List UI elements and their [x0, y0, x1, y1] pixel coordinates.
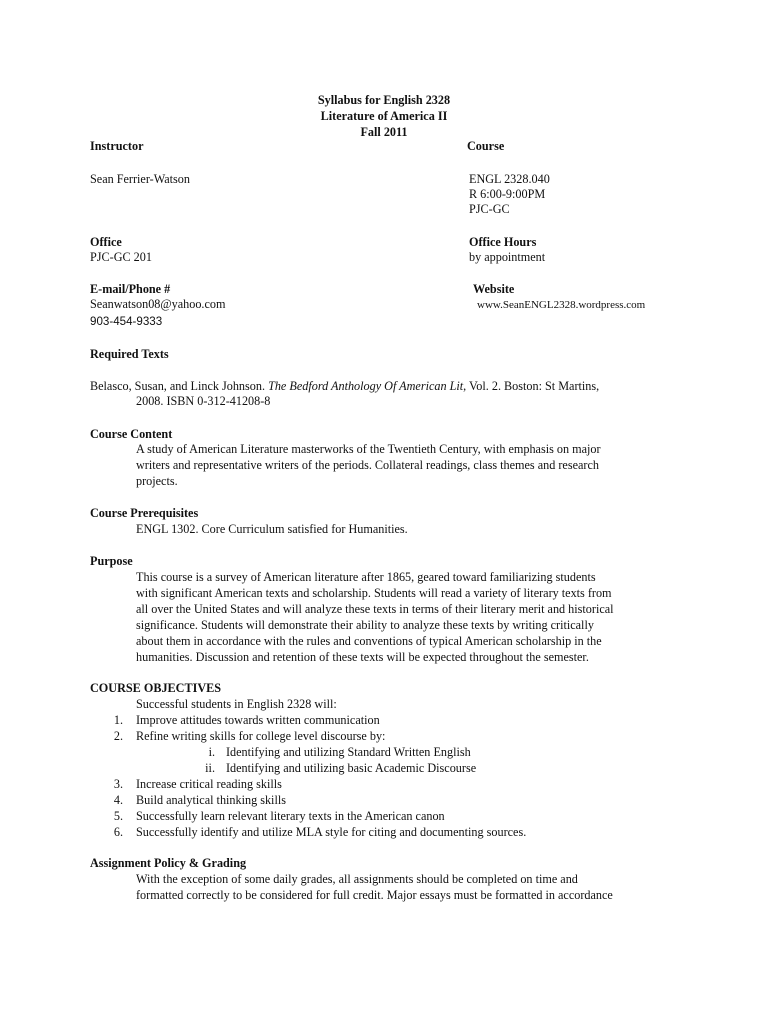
- course-time: R 6:00-9:00PM: [469, 187, 546, 201]
- course-content-heading: Course Content: [90, 427, 173, 441]
- purpose-line: about them in accordance with the rules and conventions of typical American scholarship in the: [136, 634, 602, 648]
- citation-publisher: , Vol. 2. Boston: St Martins,: [463, 379, 600, 393]
- objectives-intro: Successful students in English 2328 will:: [136, 697, 337, 711]
- grading-line: With the exception of some daily grades, all assignments should be completed on time and: [136, 872, 578, 886]
- sub-objective-number: ii.: [205, 761, 215, 775]
- contact-heading: E-mail/Phone #: [90, 282, 171, 296]
- purpose-heading: Purpose: [90, 554, 133, 568]
- purpose-line: with significant American texts and scholarship. Students will read a variety of literary texts from: [136, 586, 612, 600]
- office-heading: Office: [90, 235, 122, 249]
- course-content-line: A study of American Literature masterworks of the Twentieth Century, with emphasis on major: [136, 442, 601, 456]
- objective-item: Successfully identify and utilize MLA style for citing and documenting sources.: [136, 825, 527, 839]
- objective-number: 4.: [113, 793, 123, 807]
- citation-authors: Belasco, Susan, and Linck Johnson.: [90, 379, 269, 393]
- objective-number: 3.: [113, 777, 123, 791]
- prerequisites-heading: Course Prerequisites: [90, 506, 199, 520]
- objectives-heading: COURSE OBJECTIVES: [90, 681, 222, 695]
- syllabus-title: Syllabus for English 2328: [317, 93, 451, 107]
- course-number: ENGL 2328.040: [469, 172, 550, 186]
- objective-number: 6.: [113, 825, 123, 839]
- sub-objective-item: Identifying and utilizing Standard Written English: [226, 745, 471, 759]
- course-content-line: writers and representative writers of the periods. Collateral readings, class themes and research: [136, 458, 599, 472]
- objective-item: Increase critical reading skills: [136, 777, 282, 791]
- objective-item: Refine writing skills for college level discourse by:: [136, 729, 386, 743]
- objective-number: 1.: [113, 713, 123, 727]
- sub-objective-number: i.: [208, 745, 215, 759]
- course-content-line: projects.: [136, 474, 178, 488]
- citation: [90, 378, 599, 394]
- objective-number: 2.: [113, 729, 123, 743]
- email-value: Seanwatson08@yahoo.com: [90, 297, 226, 311]
- prerequisites-text: ENGL 1302. Core Curriculum satisfied for Humanities.: [136, 522, 408, 536]
- citation-title: The Bedford Anthology Of American Lit: [268, 379, 464, 393]
- instructor-name: Sean Ferrier-Watson: [90, 172, 190, 186]
- office-value: PJC-GC 201: [90, 250, 152, 264]
- sub-objective-item: Identifying and utilizing basic Academic Discourse: [226, 761, 477, 775]
- required-texts-heading: Required Texts: [90, 347, 169, 361]
- objective-item: Successfully learn relevant literary texts in the American canon: [136, 809, 445, 823]
- office-hours-heading: Office Hours: [469, 235, 537, 249]
- grading-heading: Assignment Policy & Grading: [90, 856, 247, 870]
- purpose-line: This course is a survey of American literature after 1865, geared toward familiarizing students: [136, 570, 596, 584]
- course-location: PJC-GC: [469, 202, 510, 216]
- grading-line: formatted correctly to be considered for full credit. Major essays must be formatted in accordance: [136, 888, 613, 902]
- purpose-line: all over the United States and will analyze these texts in terms of their literary merit and historical: [136, 602, 614, 616]
- objective-item: Improve attitudes towards written communication: [136, 713, 380, 727]
- objective-number: 5.: [113, 809, 123, 823]
- phone-value: 903-454-9333: [90, 315, 163, 328]
- term-title: Fall 2011: [360, 125, 408, 139]
- website-value: www.SeanENGL2328.wordpress.com: [477, 299, 646, 311]
- course-heading: Course: [467, 139, 505, 153]
- course-name-title: Literature of America II: [320, 109, 448, 123]
- instructor-heading: Instructor: [90, 139, 144, 153]
- purpose-line: humanities. Discussion and retention of these texts will be expected throughout the semester.: [136, 650, 589, 664]
- purpose-line: significance. Students will demonstrate their ability to analyze these texts by writing critically: [136, 618, 594, 632]
- office-hours-value: by appointment: [469, 250, 546, 264]
- citation-line2: 2008. ISBN 0-312-41208-8: [136, 394, 271, 408]
- objective-item: Build analytical thinking skills: [136, 793, 286, 807]
- website-heading: Website: [473, 282, 515, 296]
